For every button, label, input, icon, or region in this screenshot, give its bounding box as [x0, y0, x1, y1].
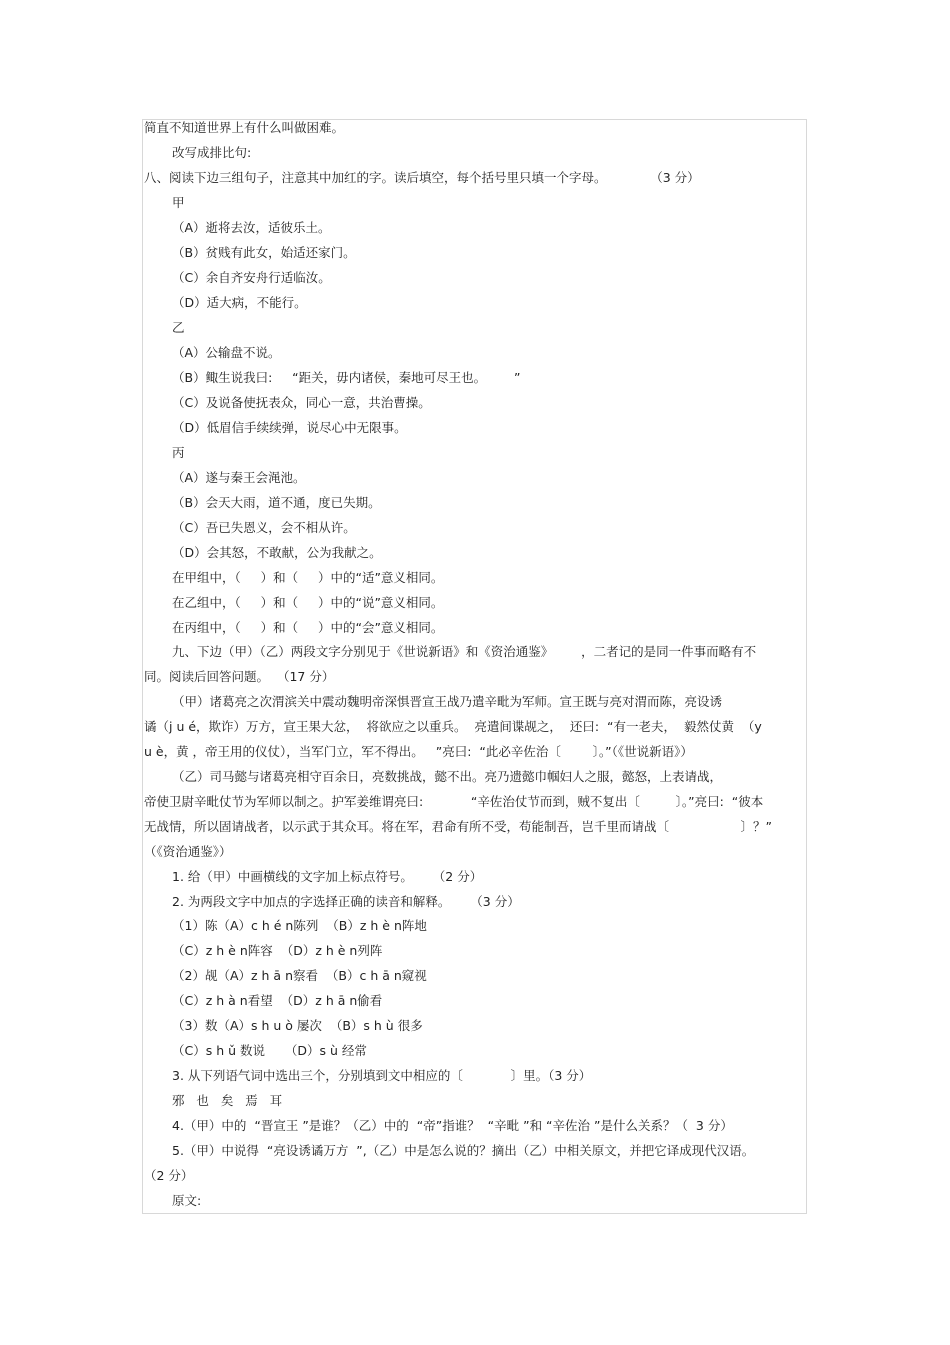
fill-blank-line: 在甲组中，（ ）和（ ）中的“适”意义相同。	[172, 570, 444, 585]
passage-line: 帝使卫尉辛毗仗节为军师以制之。护军姜维谓亮曰: “辛佐治仗节而到，贼不复出〔 〕。”亮曰: “彼本	[144, 794, 764, 809]
answer-label: 原文:	[172, 1193, 202, 1208]
passage-line: u è，黄 ，帝王用的仪仗），当军门立，军不得出。 ”亮曰: “此必辛佐治〔 〕。”（《世说新语》）	[144, 744, 693, 759]
question-9-heading: 九、下边（甲）（乙）两段文字分别见于《世说新语》和《资治通鉴》 ，二者记的是同一件事而略有不	[172, 644, 757, 659]
option-line: （D）适大病，不能行。	[172, 295, 307, 310]
group-label: 丙	[172, 445, 185, 460]
option-line: （A）遂与秦王会渑池。	[172, 470, 306, 485]
text-line: 同。阅读后回答问题。 （17 分）	[144, 669, 335, 684]
option-line: （B）鲰生说我曰: “距关，毋内诸侯，秦地可尽王也。 ”	[172, 370, 521, 385]
option-line: （A）公输盘不说。	[172, 345, 281, 360]
option-line: （3）数（A）s h u ò 屡次 （B）s h ù 很多	[172, 1018, 423, 1033]
passage-line: 谲（j u é，欺诈）万方，宣王果大忿， 将欲应之以重兵。 亮遣间谍觇之， 还曰: “有一老夫， 毅然仗黄 （y	[144, 719, 762, 734]
sub-question: 3. 从下列语气词中选出三个，分别填到文中相应的〔 〕里。（3 分）	[172, 1068, 592, 1083]
text-line: （2 分）	[144, 1168, 194, 1183]
sub-question: 5.（甲）中说得 “亮设诱谲万方 ”,（乙）中是怎么说的？摘出（乙）中相关原文，并把它译成现代汉语。	[172, 1143, 755, 1158]
question-8-heading: 八、阅读下边三组句子，注意其中加红的字。读后填空，每个括号里只填一个字母。 （3 分）	[144, 170, 700, 185]
option-line: （C）z h è n阵容 （D）z h è n列阵	[172, 943, 383, 958]
option-line: （C）及说备使抚表众，同心一意，共治曹操。	[172, 395, 431, 410]
option-line: （D）低眉信手续续弹，说尽心中无限事。	[172, 420, 407, 435]
fill-blank-line: 在乙组中，（ ）和（ ）中的“说”意义相同。	[172, 595, 444, 610]
passage-line: （《资治通鉴》）	[144, 844, 232, 859]
option-line: （C）吾已失恩义，会不相从许。	[172, 520, 356, 535]
option-line: （2）觇（A）z h ā n察看 （B）c h ā n窥视	[172, 968, 427, 983]
passage-line: 无战情，所以固请战者，以示武于其众耳。将在军，君命有所不受，苟能制吾，岂千里而请战〔 〕？”	[144, 819, 772, 834]
option-line: （C）s h ǔ 数说 （D）s ù 经常	[172, 1043, 367, 1058]
sub-question: 2. 为两段文字中加点的字选择正确的读音和解释。 （3 分）	[172, 894, 520, 909]
option-line: （C）余自齐安舟行适临汝。	[172, 270, 331, 285]
option-line: （B）会天大雨，道不通，度已失期。	[172, 495, 381, 510]
option-line: （D）会其怒，不敢献，公为我献之。	[172, 545, 382, 560]
fill-blank-line: 在丙组中，（ ）和（ ）中的“会”意义相同。	[172, 620, 444, 635]
passage-line: （甲）诸葛亮之次渭滨关中震动魏明帝深惧晋宣王战乃遣辛毗为军师。宣王既与亮对渭而陈，亮设诱	[172, 694, 723, 709]
passage-line: （乙）司马懿与诸葛亮相守百余日，亮数挑战，懿不出。亮乃遗懿巾帼妇人之服，懿怒，上表请战，	[172, 769, 723, 784]
option-line: （A）逝将去汝，适彼乐土。	[172, 220, 331, 235]
text-line: 简直不知道世界上有什么叫做困难。	[144, 120, 345, 135]
sub-question: 4.（甲）中的 “晋宣王 ”是谁？（乙）中的 “帝”指谁？ “辛毗 ”和 “辛佐治 ”是什么关系？（ 3 分）	[172, 1118, 733, 1133]
option-line: （B）贫贱有此女，始适还家门。	[172, 245, 356, 260]
group-label: 甲	[172, 195, 185, 210]
option-line: （C）z h à n看望 （D）z h ā n偷看	[172, 993, 383, 1008]
group-label: 乙	[172, 320, 185, 335]
sub-question: 1. 给（甲）中画横线的文字加上标点符号。 （2 分）	[172, 869, 483, 884]
particle-list: 邪 也 矣 焉 耳	[172, 1093, 283, 1108]
option-line: （1）陈（A）c h é n陈列 （B）z h è n阵地	[172, 918, 427, 933]
text-line: 改写成排比句:	[172, 145, 252, 160]
